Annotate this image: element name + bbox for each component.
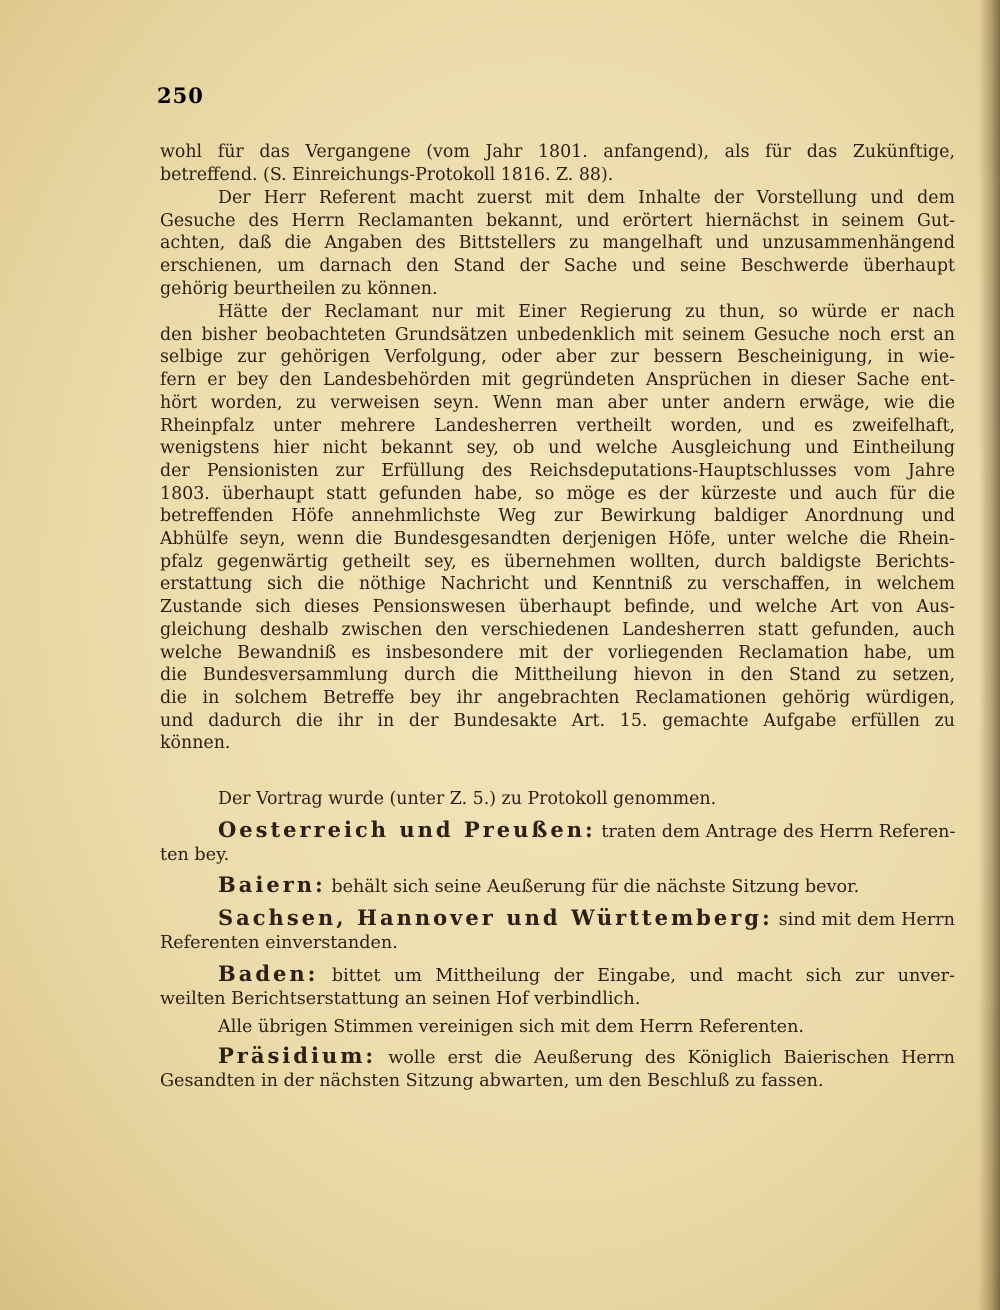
vote-text: Gesandten in der nächsten Sitzung abwarten, um den Beschluß zu fassen. [160, 1071, 824, 1091]
text-line: betreffend. (S. Einreichungs-Protokoll 1816. Z. 88). [160, 164, 614, 185]
text-line: wenigstens hier nicht bekannt sey, ob und welche Ausgleichung und Eintheilung [160, 438, 955, 459]
page-number: 250 [157, 83, 204, 108]
paragraph-continuation [160, 141, 955, 186]
text-line: betreffenden Höfe annehmlichste Weg zur Bewirkung baldiger Anordnung und [160, 506, 955, 527]
vote-lead: Sachsen, Hannover und Württemberg: [218, 905, 773, 930]
text-line: wohl für das Vergangene (vom Jahr 1801. anfangend), als für das Zukünftige, [160, 142, 955, 162]
vote-lead: Baden: [218, 961, 319, 986]
vote-text: behält sich seine Aeußerung für die nächste Sitzung bevor. [331, 877, 860, 897]
vote-saxony-hanover-wuerttemberg [160, 906, 955, 955]
text-line: erstattung sich die nöthige Nachricht und Kenntniß zu verschaffen, in welchem [160, 574, 955, 595]
vote-bavaria [160, 873, 955, 899]
text-line: Der Herr Referent macht zuerst mit dem Inhalte der Vorstellung und dem [218, 188, 955, 208]
text-line: können. [160, 733, 231, 754]
vote-text: sind mit dem Herrn [778, 910, 956, 930]
text-line: gehörig beurtheilen zu können. [160, 278, 438, 299]
vote-text: ten bey. [160, 845, 230, 865]
text-line: der Pensionisten zur Erfüllung des Reichsdeputations-Hauptschlusses vom Jahre [160, 460, 955, 481]
page-edge-shadow [978, 0, 1000, 1310]
text-line: die in solchem Betreffe bey ihr angebrachten Reclamationen gehörig würdigen, [160, 687, 955, 708]
text-line: erschienen, um darnach den Stand der Sache und seine Beschwerde überhaupt [160, 256, 955, 277]
vote-lead: Präsidium: [218, 1043, 377, 1068]
vote-text: Referenten einverstanden. [160, 933, 398, 953]
text-line: Der Vortrag wurde (unter Z. 5.) zu Protokoll genommen. [218, 789, 717, 809]
paragraph-referent-report [160, 187, 955, 301]
vote-text: Alle übrigen Stimmen vereinigen sich mit dem Herrn Referenten. [218, 1017, 804, 1037]
vote-baden [160, 962, 955, 1011]
text-line: gleichung deshalb zwischen den verschiedenen Landesherren statt gefunden, auch [160, 619, 955, 640]
text-line: und dadurch die ihr in der Bundesakte Art. 15. gemachte Aufgabe erfüllen zu [160, 710, 955, 731]
text-line: Rheinpfalz unter mehrere Landesherren vertheilt worden, und es zweifelhaft, [160, 415, 955, 436]
vote-lead: Baiern: [218, 872, 326, 897]
vote-others [160, 1016, 955, 1039]
text-line: den bisher beobachteten Grundsätzen unbedenklich mit seinem Gesuche noch erst an [160, 324, 955, 345]
text-line: 1803. überhaupt statt gefunden habe, so möge es der kürzeste und auch für die [160, 483, 955, 504]
text-line: Abhülfe seyn, wenn die Bundesgesandten derjenigen Höfe, unter welche die Rhein- [160, 529, 955, 550]
text-line: selbige zur gehörigen Verfolgung, oder aber zur bessern Bescheinigung, in wie- [160, 347, 955, 368]
text-line: hört worden, zu verweisen seyn. Wenn man aber unter andern erwäge, wie die [160, 392, 955, 413]
text-line: Hätte der Reclamant nur mit Einer Regierung zu thun, so würde er nach [218, 302, 955, 322]
text-line: fern er bey den Landesbehörden mit gegründeten Ansprüchen in dieser Sache ent- [160, 370, 955, 391]
vote-text: bittet um Mittheilung der Eingabe, und macht sich zur unver- [331, 966, 956, 986]
vote-text: weilten Berichtserstattung an seinen Hof verbindlich. [160, 989, 641, 1009]
text-line: die Bundesversammlung durch die Mittheilung hievon in den Stand zu setzen, [160, 665, 955, 686]
paragraph-protocol-note [160, 788, 955, 811]
vote-presidium [160, 1044, 955, 1093]
text-line: welche Bewandniß es insbesondere mit der vorliegenden Reclamation habe, um [160, 642, 955, 663]
paragraph-reclamant [160, 301, 955, 755]
text-line: Gesuche des Herrn Reclamanten bekannt, und erörtert hiernächst in seinem Gut- [160, 210, 955, 231]
text-line: Zustande sich dieses Pensionswesen überhaupt befinde, und welche Art von Aus- [160, 597, 955, 618]
text-line: pfalz gegenwärtig getheilt sey, es übernehmen wollten, durch baldigste Berichts- [160, 551, 955, 572]
vote-austria-prussia [160, 818, 955, 867]
vote-text: traten dem Antrage des Herrn Referen- [601, 822, 956, 842]
text-line: achten, daß die Angaben des Bittstellers zu mangelhaft und unzusammenhängend [160, 233, 955, 254]
vote-lead: Oesterreich und Preußen: [218, 817, 596, 842]
vote-text: wolle erst die Aeußerung des Königlich Baierischen Herrn [388, 1048, 955, 1068]
